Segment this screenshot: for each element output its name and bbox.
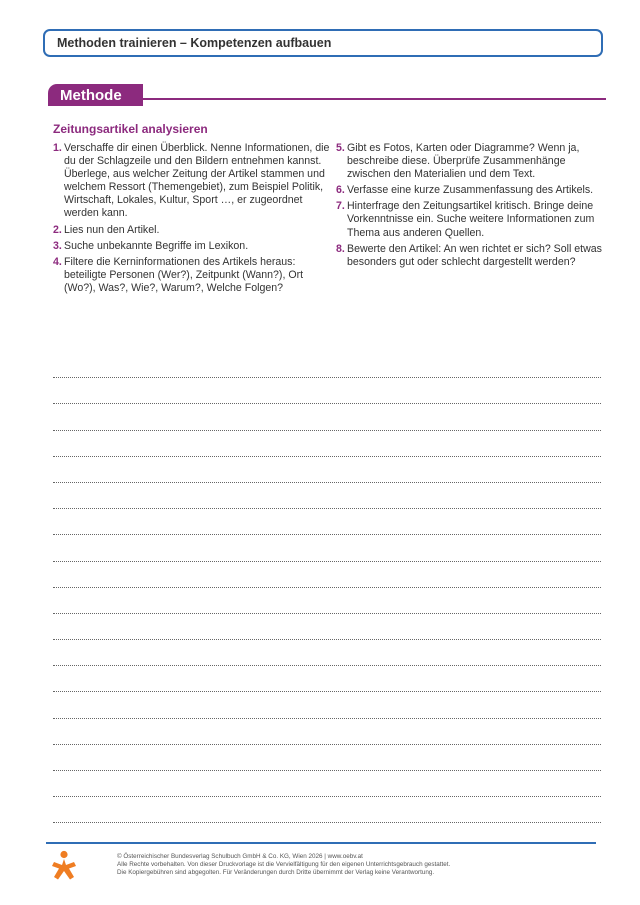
footer-divider — [46, 842, 596, 844]
steps-right-column — [336, 142, 611, 272]
step-item — [336, 243, 611, 269]
step-item — [336, 184, 611, 197]
step-number: 7. — [336, 200, 345, 213]
step-item — [336, 142, 611, 181]
writing-line[interactable] — [53, 588, 601, 614]
writing-line[interactable] — [53, 614, 601, 640]
step-number: 5. — [336, 142, 345, 154]
writing-line[interactable] — [53, 562, 601, 588]
step-number: 2. — [53, 223, 62, 236]
methode-label: Methode — [60, 86, 122, 104]
writing-line[interactable] — [53, 692, 601, 718]
step-item — [53, 142, 331, 221]
step-text: Hinterfrage den Zeitungsartikel kritisch. Bringe deine Vorkenntnisse ein. Suche weitere Informationen zum Thema aus anderen Quellen. — [347, 200, 595, 239]
writing-line[interactable] — [53, 378, 601, 404]
methode-divider — [143, 98, 606, 100]
step-number: 4. — [53, 255, 62, 268]
writing-line[interactable] — [53, 535, 601, 561]
writing-line[interactable] — [53, 745, 601, 771]
writing-line[interactable] — [53, 771, 601, 797]
footer-copyright — [117, 853, 450, 877]
writing-line[interactable] — [53, 640, 601, 666]
step-text: Bewerte den Artikel: An wen richtet er sich? Soll etwas besonders gut oder schlecht dargestellt werden? — [347, 242, 602, 268]
writing-lines[interactable] — [53, 352, 601, 823]
writing-line[interactable] — [53, 404, 601, 430]
header-box — [43, 29, 603, 57]
steps-left-column — [53, 142, 331, 298]
step-text: Filtere die Kerninformationen des Artikels heraus: beteiligte Personen (Wer?), Zeitpunkt (Wann?), Ort (Wo?), Was?, Wie?, Warum?, Welche Folgen? — [64, 255, 304, 294]
writing-line[interactable] — [53, 457, 601, 483]
step-text: Lies nun den Artikel. — [64, 223, 160, 236]
step-item — [336, 200, 611, 239]
step-number: 8. — [336, 242, 345, 255]
footer-line: Die Kopiergebühren sind abgegolten. Für Veränderungen durch Dritte übernimmt der Verlag keine Verantwortung. — [117, 869, 435, 876]
step-number: 6. — [336, 184, 345, 197]
writing-line[interactable] — [53, 719, 601, 745]
writing-line[interactable] — [53, 509, 601, 535]
footer-line: Alle Rechte vorbehalten. Von dieser Druckvorlage ist die Vervielfältigung für den eigenen Unterrichtsgebrauch gestattet. — [117, 861, 451, 868]
step-text: Verfasse eine kurze Zusammenfassung des Artikels. — [347, 184, 594, 197]
step-item — [53, 256, 331, 295]
footer-line: © Österreichischer Bundesverlag Schulbuch GmbH & Co. KG, Wien 2026 | www.oebv.at — [117, 853, 363, 860]
section-heading: Zeitungsartikel analysieren — [53, 122, 208, 136]
step-number: 3. — [53, 239, 62, 252]
step-text: Gibt es Fotos, Karten oder Diagramme? Wenn ja, beschreibe diese. Überprüfe Zusammenhänge zwischen den Materialien und dem Text. — [347, 142, 580, 181]
writing-line[interactable] — [53, 352, 601, 378]
page-title: Methoden trainieren – Kompetenzen aufbauen — [57, 36, 332, 50]
methode-tab — [48, 84, 143, 106]
writing-line[interactable] — [53, 797, 601, 823]
step-item — [53, 224, 331, 237]
writing-line[interactable] — [53, 431, 601, 457]
step-text: Verschaffe dir einen Überblick. Nenne Informationen, die du der Schlagzeile und den Bildern entnehmen kannst. Überlege, aus welcher Zeitung der Artikel stammen und welchem Ressort (Themengebiet), zum Beispiel Politik, Wirtschaft, Lokales, Kultur, Sport …, er zugeordnet werden kann. — [64, 142, 330, 220]
writing-line[interactable] — [53, 483, 601, 509]
step-number: 1. — [53, 142, 62, 154]
step-text: Suche unbekannte Begriffe im Lexikon. — [64, 239, 249, 252]
step-item — [53, 240, 331, 253]
publisher-logo-icon — [51, 850, 77, 880]
writing-line[interactable] — [53, 666, 601, 692]
